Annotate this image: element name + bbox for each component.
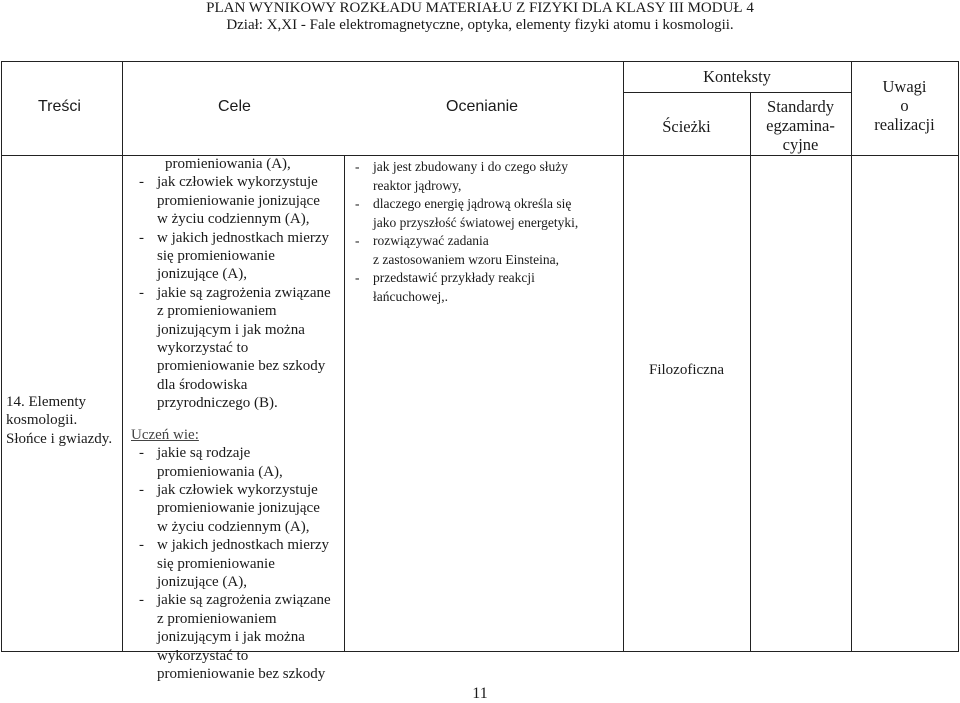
header-sciezki: Ścieżki [662,117,711,136]
list-item-line: promieniowanie bez szkody [157,665,326,682]
list-item-line: - jak jest zbudowany i do czego służy [373,159,568,174]
list-item-line: się promieniowanie [157,555,275,572]
header-uwagi-line: o [900,96,909,115]
cele-list-2 [131,444,346,683]
list-item-line: - jak człowiek wykorzystuje [157,174,318,191]
list-item-line: jonizujące (A), [157,573,247,590]
list-item [347,269,619,306]
list-item-line: z zastosowaniem wzoru Einsteina, [373,251,559,267]
header-standardy-line: Standardy [767,97,834,116]
list-item-line: promieniowanie jonizujące [157,500,320,517]
list-item [131,284,346,413]
list-item-line: łańcuchowej,. [373,288,448,304]
ocenianie-cell [347,158,619,306]
list-item-line: - jakie są zagrożenia związane [157,592,331,609]
header-standardy [750,97,851,154]
topic-line: 14. Elementy [6,394,86,410]
list-item-line: się promieniowanie [157,248,275,265]
document-title: PLAN WYNIKOWY ROZKŁADU MATERIAŁU Z FIZYKI DLA KLASY III MODUŁ 4 [206,0,754,16]
list-item-line: dla środowiska [157,376,248,393]
list-item [131,173,346,228]
list-item-line: z promieniowaniem [157,303,277,320]
table-left-border [1,61,2,652]
list-item [347,232,619,269]
list-item-line: jonizującym i jak można [157,321,305,338]
col-divider-4 [750,92,751,652]
list-item-line: w życiu codziennym (A), [157,518,310,535]
list-item [131,481,346,536]
table-right-border [958,61,959,652]
list-item-line: - w jakich jednostkach mierzy [157,229,330,246]
sciezki-cell: Filozoficzna [649,362,724,378]
list-item-line: - rozwiązywać zadania [373,233,489,248]
context-header-divider [623,92,851,93]
list-item-line: reaktor jądrowy, [373,177,462,193]
list-item-line: promieniowanie jonizujące [157,192,320,209]
list-item [131,536,346,591]
list-item-line: promieniowanie bez szkody [157,358,326,375]
list-item-line: w życiu codziennym (A), [157,211,310,228]
list-item-line: - jak człowiek wykorzystuje [157,481,318,498]
list-item-line: - jakie są zagrożenia związane [157,284,331,301]
uczen-wie-label: Uczeń wie: [131,426,199,443]
table-top-border [1,61,959,62]
ocenianie-list [347,158,619,306]
list-item-line: jonizujące (A), [157,266,247,283]
cele-continuation: promieniowania (A), [165,156,291,172]
topic-line: Słońce i gwiazdy. [6,430,113,447]
list-item [347,195,619,232]
list-item-line: wykorzystać to [157,340,249,357]
header-standardy-line: cyjne [782,135,819,154]
list-item [347,158,619,195]
page-number: 11 [472,685,488,702]
header-ocenianie: Ocenianie [446,98,519,115]
header-uwagi-line: realizacji [874,115,935,134]
document-subtitle: Dział: X,XI - Fale elektromagnetyczne, optyka, elementy fizyki atomu i kosmologii. [226,17,734,33]
list-item [131,591,346,683]
cele-list-1 [131,173,346,412]
col-divider-5 [851,61,852,652]
topic-line: kosmologii. [6,412,78,429]
list-item-line: - w jakich jednostkach mierzy [157,537,330,554]
list-item [131,229,346,284]
list-item [131,444,346,481]
header-standardy-line: egzamina- [766,116,835,135]
list-item-line: przyrodniczego (B). [157,395,278,412]
topic-cell [6,393,122,448]
list-item-line: - przedstawić przykłady reakcji [373,270,535,285]
list-item-line: promieniowania (A), [157,463,283,480]
list-item-line: z promieniowaniem [157,610,277,627]
list-item-line: wykorzystać to [157,647,249,664]
col-divider-3 [623,61,624,652]
list-item-line: jako przyszłość światowej energetyki, [373,214,579,230]
col-divider-1 [122,61,123,652]
header-cele: Cele [218,98,251,115]
list-item-line: jonizującym i jak można [157,629,305,646]
header-konteksty: Konteksty [703,67,771,86]
header-tresci: Treści [38,98,81,115]
header-uwagi [851,77,958,134]
list-item-line: - dlaczego energię jądrową określa się [373,196,572,211]
cele-cell [131,155,346,683]
list-item-line: - jakie są rodzaje [157,445,251,462]
header-uwagi-line: Uwagi [882,77,927,96]
